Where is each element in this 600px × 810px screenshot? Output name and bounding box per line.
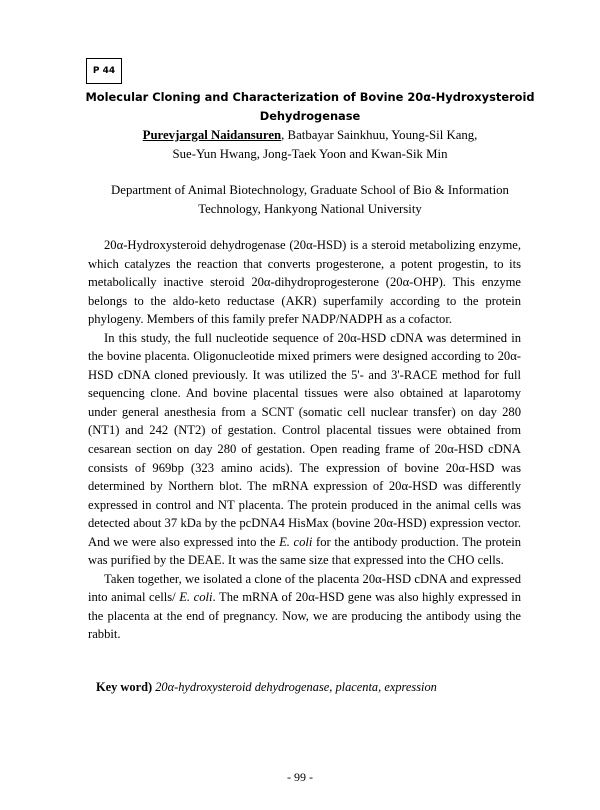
p2-text-b: for the antibody production. The protein was purified by the DEAE. It was the same size that expressed into the CHO cells. (88, 534, 521, 568)
title-line-1: Molecular Cloning and Characterization of Bovine 20α-Hydroxysteroid (85, 90, 535, 104)
affiliation-line-2: Technology, Hankyong National University (198, 202, 422, 216)
affiliation-line-1: Department of Animal Biotechnology, Graduate School of Bio & Information (111, 183, 509, 197)
poster-number-badge: P 44 (86, 58, 122, 84)
paper-title (60, 88, 560, 126)
keywords (96, 680, 437, 695)
abstract-body (88, 236, 521, 644)
p3-text-b: . The mRNA of 20α-HSD gene was also highly expressed in the placenta at the end of pregnancy. Now, we are producing the antibody using the rabbit. (88, 590, 522, 642)
p2-ecoli: E. coli (279, 534, 313, 549)
author-line-1 (60, 126, 560, 145)
abstract-paragraph-3 (88, 570, 521, 644)
presenting-author: Purevjargal Naidansuren (142, 128, 282, 142)
p3-ecoli: E. coli (179, 590, 213, 605)
abstract-paragraph-1: 20α-Hydroxysteroid dehydrogenase (20α-HSD) is a steroid metabolizing enzyme, which catalyzes the reaction that converts progesterone, a potent progestin, to its metabolically inactive steroid 20α-dihydroprogesterone (20α-OHP). This enzyme belongs to the aldo-keto reductase (AKR) superfamily according to the protein phylogeny. Members of this family prefer NADP/NADPH as a cofactor. (88, 238, 521, 327)
keywords-label: Key word) (96, 680, 153, 694)
author-line-2: Sue-Yun Hwang, Jong-Taek Yoon and Kwan-Sik Min (172, 147, 448, 161)
keywords-terms: 20α-hydroxysteroid dehydrogenase, placenta, expression (152, 680, 437, 694)
affiliation (60, 181, 560, 219)
p2-text-a: In this study, the full nucleotide sequence of 20α-HSD cDNA was determined in the bovine placenta. Oligonucleotide mixed primers were designed according to 20α-HSD cDNA cloned previously. It was utilized the 5'- and 3'-RACE method for full sequencing clone. And bovine placental tissues were also obtained at laparotomy under general anesthesia from a SCNT (somatic cell nuclear transfer) on day 280 (NT1) and 242 (NT2) of gestation. Control placental tissues were obtained from cesarean section on day 280 of gestation. Open reading frame of 20α-HSD cDNA consists of 969bp (323 amino acids). The expression of bovine 20α-HSD was determined by Northern blot. The mRNA expression of 20α-HSD was differently expressed in control and NT placenta. The protein produced in the animal cells was detected about 37 kDa by the pcDNA4 HisMax (bovine 20α-HSD) expression vector. And we were also expressed into the (88, 330, 521, 549)
abstract-paragraph-2 (88, 329, 521, 570)
p3-text-a: Taken together, we isolated a clone of the placenta 20α-HSD cDNA and expressed into animal cells/ (88, 571, 521, 605)
co-authors-1: , Batbayar Sainkhuu, Young-Sil Kang, (281, 128, 478, 142)
author-list (60, 126, 560, 164)
page-number: - 99 - (287, 770, 313, 784)
title-line-2: Dehydrogenase (259, 109, 361, 123)
